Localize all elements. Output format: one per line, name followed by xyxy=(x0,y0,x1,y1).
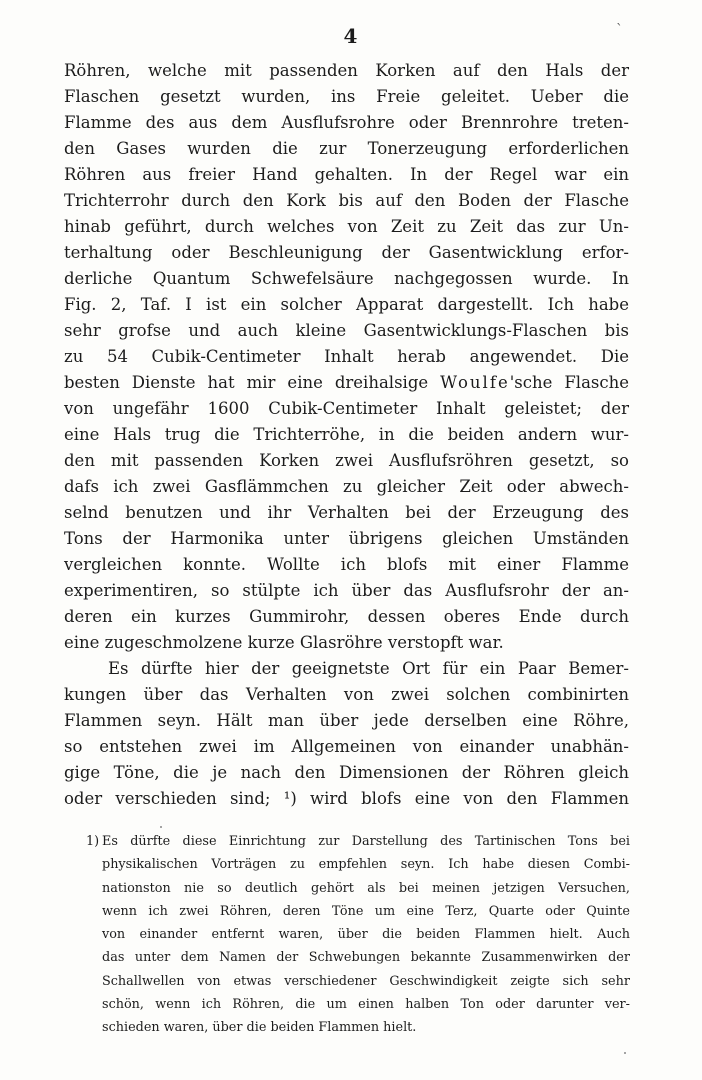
footnote-marker: 1) xyxy=(86,834,100,849)
paragraph-line: Es dürfte hier der geeignetste Ort für ein Paar Bemer- xyxy=(108,659,629,678)
body-line: Flamme des aus dem Ausflufsrohre oder Brennrohre treten- xyxy=(64,113,629,132)
body-line: sehr grofse und auch kleine Gasentwicklungs-Flaschen bis xyxy=(64,321,629,340)
paragraph-line: oder verschieden sind; ¹) wird blofs eine von den Flammen xyxy=(64,789,629,808)
body-line: Trichterrohr durch den Kork bis auf den Boden der Flasche xyxy=(64,191,629,210)
body-line: Tons der Harmonika unter übrigens gleichen Umständen xyxy=(64,529,629,548)
body-line: Röhren aus freier Hand gehalten. In der Regel war ein xyxy=(64,165,629,184)
footnote-line: von einander entfernt waren, über die beiden Flammen hielt. Auch xyxy=(102,927,630,943)
body-line: eine zugeschmolzene kurze Glasröhre verstopft war. xyxy=(64,633,504,652)
body-line: dafs ich zwei Gasflämmchen zu gleicher Zeit oder abwech- xyxy=(64,477,629,496)
woulfe-line xyxy=(64,370,629,396)
body-line: hinab geführt, durch welches von Zeit zu Zeit das zur Un- xyxy=(64,217,629,236)
footnote-line: das unter dem Namen der Schwebungen bekannte Zusammenwirken der xyxy=(102,950,630,966)
page-number: 4 xyxy=(343,24,359,48)
footnote-line: physikalischen Vorträgen zu empfehlen seyn. Ich habe diesen Combi- xyxy=(102,857,630,873)
footnote-line: wenn ich zwei Röhren, deren Töne um eine Terz, Quarte oder Quinte xyxy=(102,903,630,919)
body-text xyxy=(64,58,629,812)
corner-mark: ` xyxy=(616,22,623,38)
scan-speck xyxy=(624,1052,626,1054)
footnote-line: Schallwellen von etwas verschiedener Geschwindigkeit zeigte sich sehr xyxy=(102,973,630,989)
body-line: von ungefähr 1600 Cubik-Centimeter Inhalt geleistet; der xyxy=(64,399,629,418)
body-line: experimentiren, so stülpte ich über das Ausflufsrohr der an- xyxy=(64,581,629,600)
body-line: Fig. 2, Taf. I ist ein solcher Apparat dargestellt. Ich habe xyxy=(64,295,629,314)
body-line: derliche Quantum Schwefelsäure nachgegossen wurde. In xyxy=(64,269,629,288)
footnote-line xyxy=(86,830,630,853)
body-line: selnd benutzen und ihr Verhalten bei der Erzeugung des xyxy=(64,503,629,522)
footnote xyxy=(86,830,630,1040)
paragraph-line: gige Töne, die je nach den Dimensionen der Röhren gleich xyxy=(64,763,629,782)
body-line: Flaschen gesetzt wurden, ins Freie geleitet. Ueber die xyxy=(64,87,629,106)
paragraph-line: Flammen seyn. Hält man über jede derselben eine Röhre, xyxy=(64,711,629,730)
body-line: vergleichen konnte. Wollte ich blofs mit einer Flamme xyxy=(64,555,629,574)
paragraph-line: kungen über das Verhalten von zwei solchen combinirten xyxy=(64,685,629,704)
woulfe-name: Woulfe xyxy=(440,373,510,392)
scan-speck xyxy=(160,826,162,828)
paragraph-line: so entstehen zwei im Allgemeinen von einander unabhän- xyxy=(64,737,629,756)
body-line: deren ein kurzes Gummirohr, dessen oberes Ende durch xyxy=(64,607,629,626)
body-line: terhaltung oder Beschleunigung der Gasentwicklung erfor- xyxy=(64,243,629,262)
body-line: zu 54 Cubik-Centimeter Inhalt herab angewendet. Die xyxy=(64,347,629,366)
woulfe-line-before: besten Dienste hat mir eine dreihalsige xyxy=(64,373,429,392)
footnote-line: nationston nie so deutlich gehört als bei meinen jetzigen Versuchen, xyxy=(102,880,630,896)
woulfe-line-after: 'sche Flasche xyxy=(509,373,630,392)
footnote-line-text: Es dürfte diese Einrichtung zur Darstellung des Tartinischen Tons bei xyxy=(102,834,630,849)
body-line: den mit passenden Korken zwei Ausflufsröhren gesetzt, so xyxy=(64,451,629,470)
footnote-line: schön, wenn ich Röhren, die um einen halben Ton oder darunter ver- xyxy=(102,997,630,1013)
body-line: den Gases wurden die zur Tonerzeugung erforderlichen xyxy=(64,139,629,158)
footnote-line: schieden waren, über die beiden Flammen hielt. xyxy=(102,1020,417,1036)
body-line: eine Hals trug die Trichterröhe, in die beiden andern wur- xyxy=(64,425,629,444)
body-line: Röhren, welche mit passenden Korken auf den Hals der xyxy=(64,61,629,80)
